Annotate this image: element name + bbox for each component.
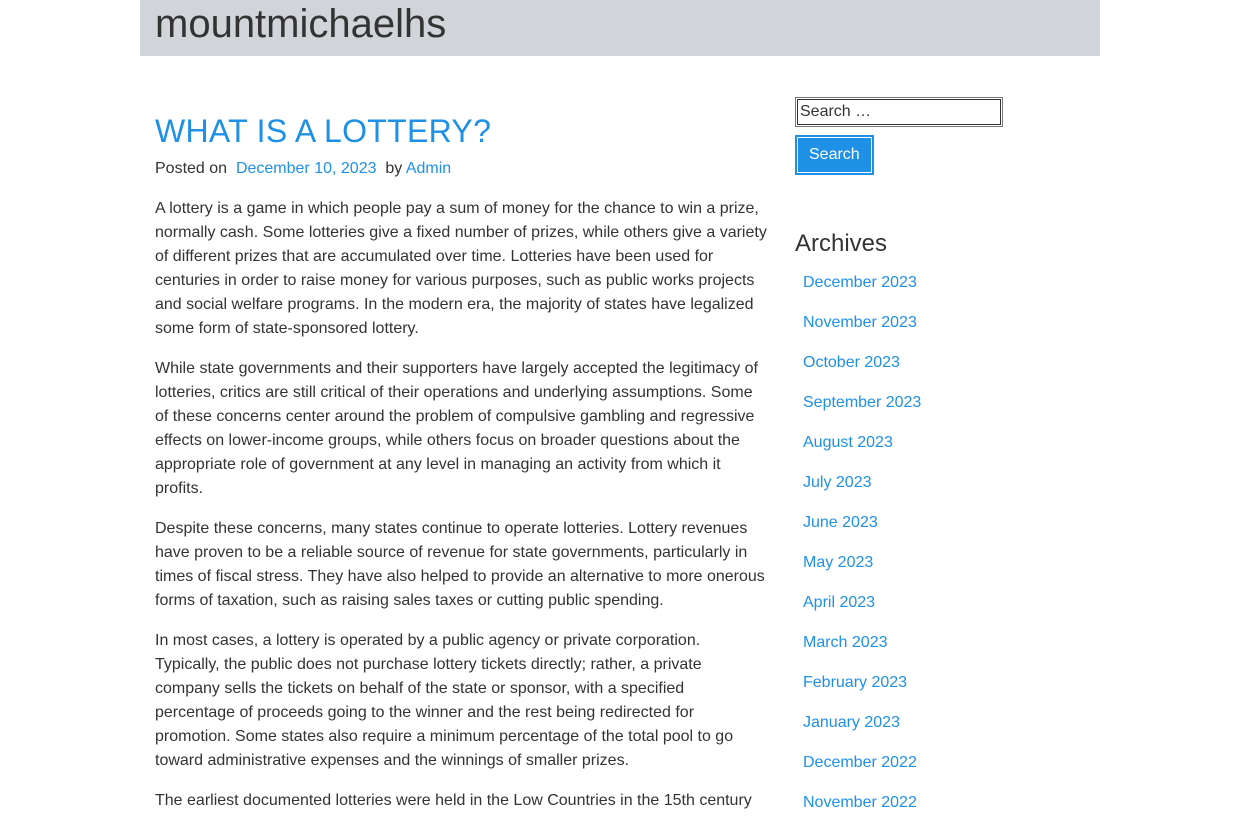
site-header: [140, 0, 1100, 56]
archives-list: [795, 268, 1095, 828]
posted-on-label: Posted on: [155, 160, 228, 177]
post-paragraph: While state governments and their supporters have largely accepted the legitimacy of lotteries, critics are still critical of their operations and underlying assumptions. Some of these concerns center around the problem of compulsive gambling and regressive effects on lower-income groups, while others focus on broader questions about the appropriate role of government at any level in managing an activity from which it profits.: [155, 360, 758, 497]
archive-link[interactable]: December 2023: [803, 274, 917, 291]
search-button[interactable]: Search: [795, 135, 874, 175]
archive-link[interactable]: June 2023: [803, 514, 878, 531]
by-label: by: [385, 160, 403, 177]
archive-link[interactable]: September 2023: [803, 394, 922, 411]
archive-item: [795, 708, 1095, 748]
post-article: [155, 110, 767, 813]
archive-item: [795, 788, 1095, 828]
post-paragraph: A lottery is a game in which people pay a sum of money for the chance to win a prize, normally cash. Some lotteries give a fixed number of prizes, while others give a variety of different prizes that are accumulated over time. Lotteries have been used for centuries in order to raise money for various purposes, such as public works projects and social welfare programs. In the modern era, the majority of states have legalized some form of state-sponsored lottery.: [155, 200, 767, 337]
archive-link[interactable]: October 2023: [803, 354, 900, 371]
main-content: [155, 110, 767, 829]
archive-link[interactable]: January 2023: [803, 714, 900, 731]
archive-link[interactable]: July 2023: [803, 474, 872, 491]
archive-link[interactable]: November 2022: [803, 794, 917, 811]
archive-link[interactable]: February 2023: [803, 674, 908, 691]
archive-item: [795, 508, 1095, 548]
search-input[interactable]: [795, 97, 1003, 127]
post-date-link[interactable]: December 10, 2023: [235, 160, 377, 177]
archive-item: [795, 748, 1095, 788]
archive-item: [795, 468, 1095, 508]
archive-link[interactable]: April 2023: [803, 594, 876, 611]
site-title[interactable]: mountmichaelhs: [155, 2, 447, 46]
post-paragraph: The earliest documented lotteries were held in the Low Countries in the 15th century: [155, 792, 752, 809]
post-author-link[interactable]: Admin: [405, 160, 452, 177]
archive-item: [795, 628, 1095, 668]
archive-link[interactable]: May 2023: [803, 554, 874, 571]
post-content: [155, 197, 767, 813]
archive-link[interactable]: March 2023: [803, 634, 888, 651]
sidebar: [795, 97, 1095, 828]
post-meta: [155, 158, 767, 180]
search-form: [795, 97, 1095, 175]
archive-link[interactable]: November 2023: [803, 314, 917, 331]
post-paragraph: In most cases, a lottery is operated by a public agency or private corporation. Typically, the public does not purchase lottery tickets directly; rather, a private company sells the tickets on behalf of the state or sponsor, with a specified percentage of proceeds going to the winner and the rest being redirected for promotion. Some states also require a minimum percentage of the total pool to go toward administrative expenses and the winnings of smaller prizes.: [155, 632, 734, 769]
archive-item: [795, 388, 1095, 428]
archive-item: [795, 668, 1095, 708]
archives-title: Archives: [795, 230, 888, 257]
archive-item: [795, 308, 1095, 348]
archive-item: [795, 348, 1095, 388]
post-paragraph: Despite these concerns, many states continue to operate lotteries. Lottery revenues have proven to be a reliable source of revenue for state governments, particularly in times of fiscal stress. They have also helped to provide an alternative to more onerous forms of taxation, such as raising sales taxes or cutting public spending.: [155, 520, 765, 609]
archive-item: [795, 548, 1095, 588]
post-title[interactable]: WHAT IS A LOTTERY?: [155, 113, 492, 149]
archive-item: [795, 428, 1095, 468]
archive-item: [795, 268, 1095, 308]
archive-item: [795, 588, 1095, 628]
archive-link[interactable]: August 2023: [803, 434, 893, 451]
archive-link[interactable]: December 2022: [803, 754, 917, 771]
